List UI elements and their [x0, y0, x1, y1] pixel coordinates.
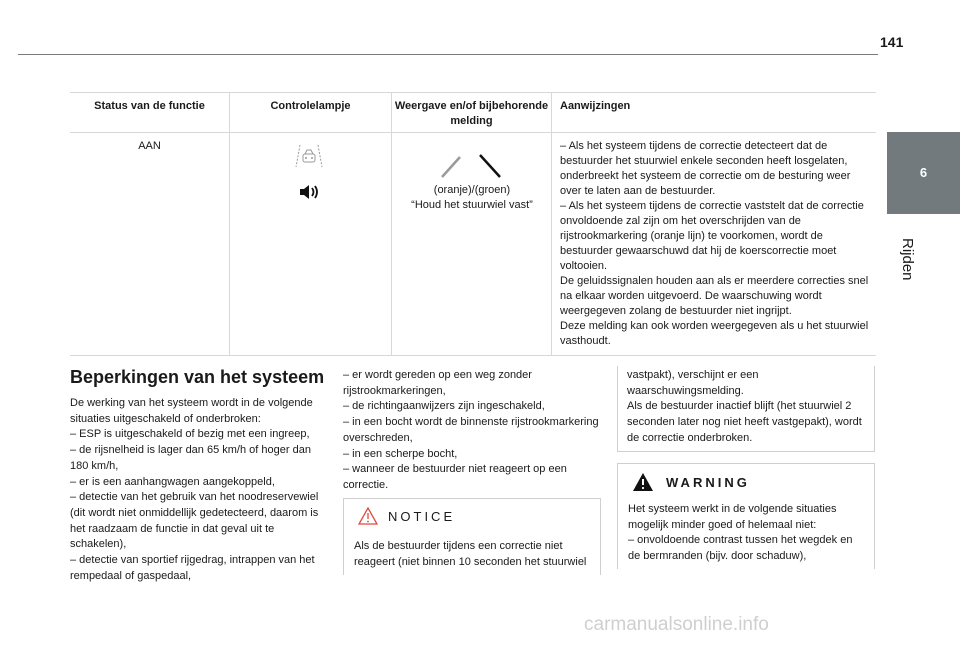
header-light: Controlelampje: [230, 93, 392, 132]
warning-body: [618, 500, 874, 565]
warning-item: – onvoldoende contrast tussen het wegdek en de bermranden (bijv. door schaduw),: [628, 534, 853, 563]
sound-signal-icon: [298, 183, 320, 201]
section-intro: De werking van het systeem wordt in de volgende situaties uitgeschakeld of onderbroken:: [70, 397, 313, 425]
notice-title: NOTICE: [388, 508, 456, 524]
notes-cell: [552, 133, 876, 356]
limitations-column-1: [70, 366, 330, 584]
notice-body: Als de bestuurder tijdens een correctie niet reageert (niet binnen 10 seconden het stuurwiel: [354, 540, 587, 568]
watermark: carmanualsonline.info: [584, 614, 769, 635]
chapter-tab[interactable]: 6: [887, 132, 960, 214]
display-message: “Houd het stuurwiel vast”: [411, 199, 533, 211]
list-item: – de rijsnelheid is lager dan 65 km/h of hoger dan 180 km/h,: [70, 444, 311, 472]
list-item: – ESP is uitgeschakeld of bezig met een ingreep,: [70, 428, 310, 441]
page-number: 141: [880, 34, 904, 50]
top-rule: [18, 54, 878, 55]
status-value: AAN: [70, 133, 230, 356]
list-item: – wanneer de bestuurder niet reageert op een correctie.: [343, 463, 567, 491]
header-notes: Aanwijzingen: [560, 100, 631, 112]
header-display: Weergave en/of bijbehorende melding: [392, 93, 552, 132]
lane-lines-icon: [436, 149, 508, 183]
list-item: – detectie van sportief rijgedrag, intrappen van het rempedaal of gaspedaal,: [70, 554, 315, 582]
list-item: – detectie van het gebruik van het noodreservewiel (dit wordt niet onmiddellijk gedetecteerd, daarom is het raadzaam de functie in dat geval uit te schakelen),: [70, 491, 319, 551]
lane-keep-warning-icon: [294, 143, 324, 169]
list-item: – de richtingaanwijzers zijn ingeschakeld,: [343, 400, 545, 413]
warning-title: WARNING: [666, 474, 750, 490]
light-cell: [230, 133, 392, 356]
warning-box: [617, 463, 875, 569]
notice-continuation: [627, 368, 875, 447]
table-row: [70, 133, 876, 356]
list-item: – er is een aanhangwagen aangekoppeld,: [70, 475, 275, 488]
note-4: Deze melding kan ook worden weergegeven als u het stuurwiel vasthoudt.: [560, 320, 869, 347]
notice-triangle-icon: [358, 507, 378, 525]
list-item: – in een bocht wordt de binnenste rijstrookmarkering overschreden,: [343, 416, 599, 444]
display-text: [392, 183, 552, 213]
note-3: De geluidssignalen houden aan als er meerdere correcties snel na elkaar worden uitgevoerd. De waarschuwing wordt weergegeven zolang de bestuurder niet ingrijpt.: [560, 275, 869, 317]
warning-text: Het systeem werkt in de volgende situaties mogelijk minder goed of helemaal niet:: [628, 503, 837, 531]
chapter-title: Rijden: [899, 238, 916, 281]
warning-triangle-icon: [632, 472, 654, 492]
note-2: – Als het systeem tijdens de correctie vaststelt dat de correctie onvoldoende zal zijn om het overschrijden van de rijstrookmarkering (oranje lijn) te voorkomen, wordt de bestuurder gewaarschuwd dat hij de koerscorrectie moet voltooien.: [560, 200, 864, 272]
display-cell: [392, 133, 552, 356]
warning-header: [618, 464, 874, 500]
notice-continuation-2: Als de bestuurder inactief blijft (het stuurwiel 2 seconden later nog niet heeft vastgepakt), wordt de correctie onderbroken.: [627, 400, 862, 444]
list-item: – in een scherpe bocht,: [343, 447, 458, 460]
notice-box: [343, 498, 601, 575]
display-color: (oranje)/(groen): [433, 184, 511, 196]
limitations-column-2: [343, 368, 601, 494]
table-header: [70, 93, 876, 133]
section-title: Beperkingen van het systeem: [70, 367, 325, 387]
status-table: [70, 92, 876, 356]
note-1: – Als het systeem tijdens de correctie detecteert dat de bestuurder het stuurwiel enkele seconden heeft losgelaten, onderbreekt het systeem de correctie om de besturing weer over te laten aan de bestuurder.: [560, 140, 851, 197]
notice-header: [344, 499, 600, 533]
header-status: Status van de functie: [70, 93, 230, 132]
list-item: – er wordt gereden op een weg zonder rijstrookmarkeringen,: [343, 369, 532, 397]
notice-continuation-1: vastpakt), verschijnt er een waarschuwingsmelding.: [627, 369, 759, 397]
